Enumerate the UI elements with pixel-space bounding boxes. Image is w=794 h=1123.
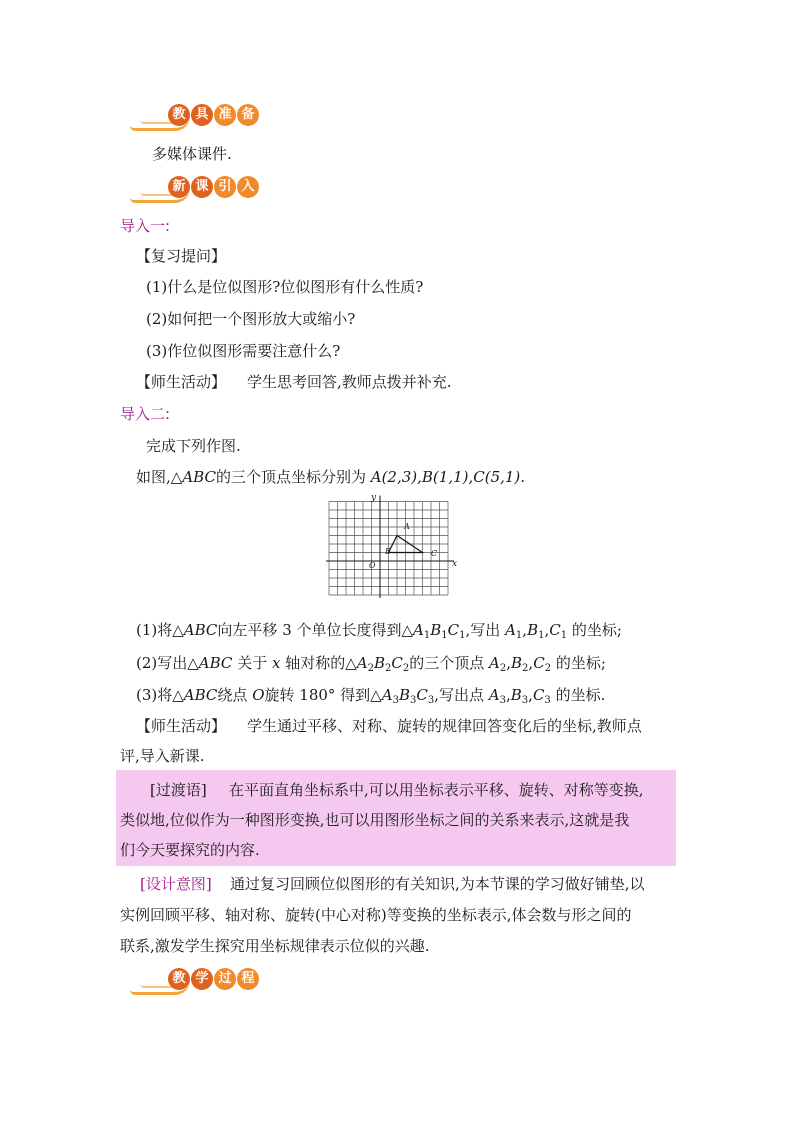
header-char: 程 (237, 968, 259, 990)
tools-text: 多媒体课件. (152, 145, 232, 163)
x-axis-label: x (452, 559, 458, 569)
transition-line-3: 们今天要探究的内容. (120, 841, 260, 859)
header-char: 入 (237, 176, 259, 198)
y-axis-label: y (371, 493, 377, 503)
design-line-3: 联系,激发学生探究用坐标规律表示位似的兴趣. (120, 937, 430, 955)
section-header-teaching-tools (130, 104, 270, 132)
instruction: 完成下列作图. (146, 437, 241, 455)
header-char: 课 (191, 176, 213, 198)
transition-line-1: 在平面直角坐标系中,可以用坐标表示平移、旋转、对称等变换, (229, 781, 644, 799)
intro2-heading: 导入二: (120, 405, 171, 423)
header-char: 学 (191, 968, 213, 990)
triangle-name: ABC (182, 468, 216, 486)
task-3: (3)将△ABC绕点 O旋转 180° 得到$\triangle A_3B_3C_3$,写出点 $A_3,B_3,C_3$ 的坐标. (136, 686, 606, 706)
transition-box (116, 770, 676, 866)
design-line-2: 实例回顾平移、轴对称、旋转(中心对称)等变换的坐标表示,体会数与形之间的 (120, 906, 632, 924)
design-label: [设计意图] (140, 875, 212, 893)
header-char: 引 (214, 176, 236, 198)
problem-part: 的三个顶点坐标分别为 (215, 468, 366, 486)
grid-svg (325, 495, 460, 605)
point-a-label: A (404, 522, 410, 531)
header-char: 具 (191, 104, 213, 126)
task-2: (2)写出△ABC 关于 x 轴对称的$\triangle A_2B_2C_2$的三个顶点 $A_2,B_2,C_2$ 的坐标; (136, 654, 606, 674)
header-char: 新 (168, 176, 190, 198)
design-line-1: 通过复习回顾位似图形的有关知识,为本节课的学习做好铺垫,以 (230, 875, 645, 893)
section-header-new-lesson (130, 176, 270, 204)
header-char: 准 (214, 104, 236, 126)
header-char: 备 (237, 104, 259, 126)
vertex-coordinates: A(2,3),B(1,1),C(5,1). (370, 468, 526, 486)
task-1: (1)将△ABC向左平移 3 个单位长度得到$\triangle A_1B_1C_1$,写出 $A_1,B_1,C_1$ 的坐标; (136, 621, 622, 641)
coordinate-grid-figure (325, 495, 460, 605)
problem-part: 如图,△ (136, 468, 183, 486)
review-label: 【复习提问】 (136, 247, 227, 265)
point-c-label: C (431, 549, 438, 558)
question-2: (2)如何把一个图形放大或缩小? (146, 310, 356, 328)
question-3: (3)作位似图形需要注意什么? (146, 342, 341, 360)
activity-text-2a: 学生通过平移、对称、旋转的规律回答变化后的坐标,教师点 (247, 717, 642, 735)
origin-label: O (369, 561, 376, 570)
problem-statement (136, 467, 525, 487)
section-header-teaching-process (130, 968, 270, 996)
point-b-label: B (385, 547, 391, 556)
intro1-heading: 导入一: (120, 217, 171, 235)
activity-label-2: 【师生活动】 (136, 717, 227, 735)
header-char: 教 (168, 104, 190, 126)
activity-label: 【师生活动】 (136, 373, 227, 391)
header-char: 教 (168, 968, 190, 990)
header-char: 过 (214, 968, 236, 990)
activity-text: 学生思考回答,教师点拨并补充. (247, 373, 452, 391)
transition-label: [过渡语] (150, 781, 207, 799)
transition-line-2: 类似地,位似作为一种图形变换,也可以用图形坐标之间的关系来表示,这就是我 (120, 811, 630, 829)
question-1: (1)什么是位似图形?位似图形有什么性质? (146, 278, 424, 296)
activity-text-2b: 评,导入新课. (120, 747, 205, 765)
